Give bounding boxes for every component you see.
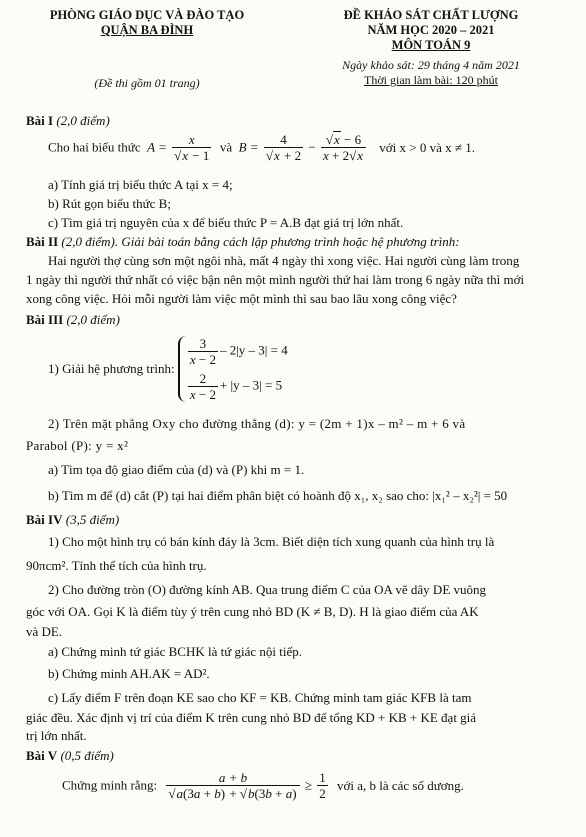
header [0, 8, 586, 103]
bai2-text-3: xong công việc. Hỏi mỗi người làm việc một mình thì sau bao lâu xong công việc? [26, 291, 457, 306]
bai4-q1-line1: 1) Cho một hình trụ có bán kính đáy là 3cm. Biết diện tích xung quanh của hình trụ là [48, 534, 495, 549]
bai1-heading: Bài I (2,0 điểm) [26, 113, 110, 128]
bai1-part-c: c) Tìm giá trị nguyên của x để biểu thức P = A.B đạt giá trị lớn nhất. [48, 215, 404, 230]
district-name: QUẬN BA ĐÌNH [100, 23, 194, 37]
bai3-q2-line2: Parabol (P): y = x² [26, 438, 129, 453]
department-name: PHÒNG GIÁO DỤC VÀ ĐÀO TẠO [49, 8, 245, 22]
bai5-inequality: Chứng minh rằng: $\frac{a + b}{√a(3a + b) + √b(3b + a)}$ ≥ $\frac{1}{2}$ với a, b là các số dương. [62, 770, 464, 801]
bai1-part-b: b) Rút gọn biểu thức B; [48, 196, 171, 211]
bai3-system: 1) Giải hệ phương trình: $\frac{3}{x - 2}$ – 2|y – 3| = 4 $\frac{2}{x - 2}$ + |y – 3| = 5 [48, 336, 288, 402]
page-count-note: (Đề thi gồm 01 trang) [94, 76, 200, 90]
bai4-part-a: a) Chứng minh tứ giác BCHK là tứ giác nội tiếp. [48, 644, 303, 659]
bai4-q2-line3: và DE. [26, 624, 63, 639]
bai4-q1-line2: 90πcm². Tính thể tích của hình trụ. [26, 558, 207, 573]
bai5-heading: Bài V (0,5 điểm) [26, 748, 114, 763]
bai4-part-c-line2: giác đều. Xác định vị trí của điểm K trên cung nhỏ BD để tổng KD + KB + KE đạt giá [26, 710, 477, 725]
bai4-heading: Bài IV (3,5 điểm) [26, 512, 120, 527]
expr-b-term1: $\frac{4}{√x + 2}$ [265, 132, 302, 163]
bai3-part-b: b) Tìm m để (d) cắt (P) tại hai điểm phân biệt có hoành độ x₁, x₂ sao cho: |x₁² – x₂²| = 50 [48, 488, 508, 503]
bai3-q2-line1: 2) Trên mặt phẳng Oxy cho đường thẳng (d): y = (2m + 1)x – m² – m + 6 và [48, 416, 466, 431]
bai4-part-c-line1: c) Lấy điểm F trên đoạn KE sao cho KF = KB. Chứng minh tam giác KFB là tam [48, 690, 472, 705]
exam-title: ĐỀ KHẢO SÁT CHẤT LƯỢNG [343, 8, 519, 22]
bai4-part-c-line3: trị lớn nhất. [26, 728, 87, 743]
bai4-q2-line2: góc với OA. Gọi K là điểm tùy ý trên cung nhỏ BD (K ≠ B, D). H là giao điểm của AK [26, 604, 479, 619]
expr-a: $\frac{x}{√x - 1}$ [174, 132, 210, 163]
bai1-expressions: Cho hai biểu thức A = $\frac{x}{√x - 1}$ và B = $\frac{4}{√x + 2}$ − $\frac{√x - 6}{x + 2√x}$ với x > 0 và x ≠ 1. [48, 132, 475, 163]
bai4-q2-line1: 2) Cho đường tròn (O) đường kính AB. Qua trung điểm C của OA vẽ dây DE vuông [48, 582, 487, 597]
bai2-text-2: 1 ngày thì người thứ nhất có việc bận nên một mình người thứ hai làm trong 6 ngày nữa thì mới [26, 272, 525, 287]
bai4-part-b: b) Chứng minh AH.AK = AD². [48, 666, 210, 681]
time-limit: Thời gian làm bài: 120 phút [364, 73, 498, 87]
expr-b-term2: $\frac{√x - 6}{x + 2√x}$ [321, 132, 366, 163]
inequality-lhs: $\frac{a + b}{√a(3a + b) + √b(3b + a)}$ [166, 770, 299, 801]
bai2-heading: Bài II (2,0 điểm). Giải bài toán bằng cách lập phương trình hoặc hệ phương trình: [26, 234, 460, 249]
equation-system: $\frac{3}{x - 2}$ – 2|y – 3| = 4 $\frac{2}{x - 2}$ + |y – 3| = 5 [178, 336, 288, 402]
exam-date: Ngày khảo sát: 29 tháng 4 năm 2021 [342, 58, 520, 72]
bai3-part-a: a) Tìm tọa độ giao điểm của (d) và (P) khi m = 1. [48, 462, 305, 477]
bai1-part-a: a) Tính giá trị biểu thức A tại x = 4; [48, 177, 233, 192]
bai3-heading: Bài III (2,0 điểm) [26, 312, 120, 327]
subject: MÔN TOÁN 9 [391, 38, 471, 52]
school-year: NĂM HỌC 2020 – 2021 [367, 23, 495, 37]
bai2-text-1: Hai người thợ cùng sơn một ngôi nhà, mất 4 ngày thì xong việc. Hai người cùng làm trong [48, 253, 520, 268]
